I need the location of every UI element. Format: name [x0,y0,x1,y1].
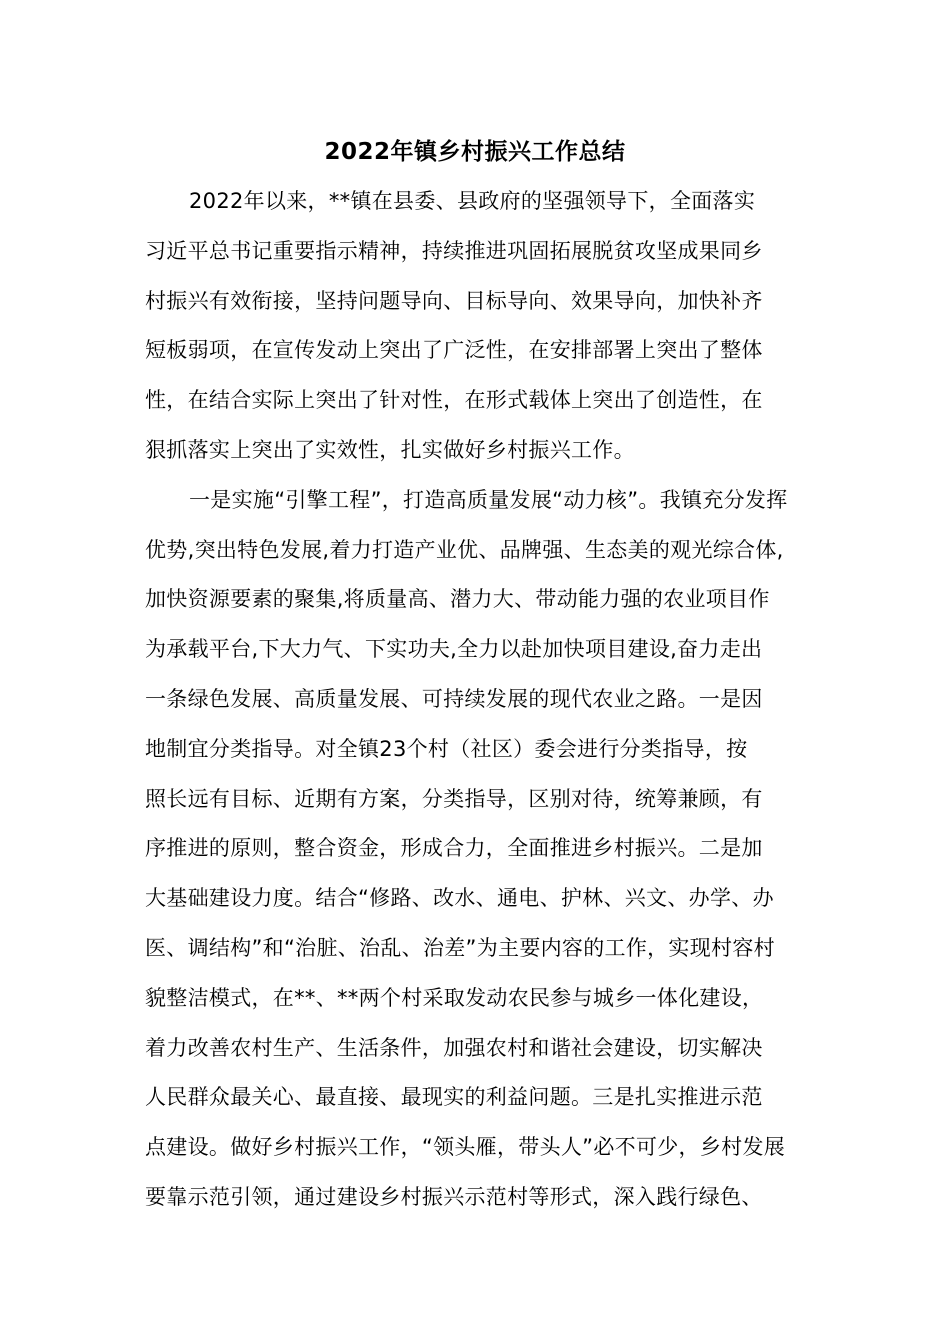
text-line: 2022年以来，**镇在县委、县政府的坚强领导下，全面落实 [189,189,756,213]
text-line: 一条绿色发展、高质量发展、可持续发展的现代农业之路。一是因 [145,686,763,711]
text-line: 大基础建设力度。结合“修路、改水、通电、护林、兴文、办学、办 [145,886,774,911]
text-line: 短板弱项，在宣传发动上突出了广泛性，在安排部署上突出了整体 [145,338,763,363]
text-line: 点建设。做好乡村振兴工作，“领头雁，带头人”必不可少，乡村发展 [145,1135,786,1160]
text-line: 人民群众最关心、最直接、最现实的利益问题。三是扎实推进示范 [145,1085,763,1110]
text-line: 狠抓落实上突出了实效性，扎实做好乡村振兴工作。 [145,437,635,462]
text-line: 照长远有目标、近期有方案，分类指导，区别对待，统筹兼顾，有 [145,786,763,811]
document-body [145,177,817,1223]
text-line: 性，在结合实际上突出了针对性，在形式载体上突出了创造性，在 [145,388,763,413]
paragraph-2 [145,476,817,1223]
document-title: 2022年镇乡村振兴工作总结 [324,139,626,165]
text-line: 要靠示范引领，通过建设乡村振兴示范村等形式，深入践行绿色、 [145,1184,763,1209]
text-line: 地制宜分类指导。对全镇23个村（社区）委会进行分类指导，按 [145,736,748,761]
text-line: 习近平总书记重要指示精神，持续推进巩固拓展脱贫攻坚成果同乡 [145,238,763,263]
text-line: 序推进的原则，整合资金，形成合力，全面推进乡村振兴。二是加 [145,836,763,861]
text-line: 一是实施“引擎工程”，打造高质量发展“动力核”。我镇充分发挥 [189,487,788,512]
text-line: 优势,突出特色发展,着力打造产业优、品牌强、生态美的观光综合体, [145,537,784,562]
text-line: 着力改善农村生产、生活条件，加强农村和谐社会建设，切实解决 [145,1035,763,1060]
text-line: 貌整洁模式，在**、**两个村采取发动农民参与城乡一体化建设， [145,985,764,1010]
text-line: 医、调结构”和“治脏、治乱、治差”为主要内容的工作，实现村容村 [145,935,775,960]
paragraph-1 [145,177,817,476]
text-line: 村振兴有效衔接，坚持问题导向、目标导向、效果导向，加快补齐 [145,288,763,313]
text-line: 加快资源要素的聚集,将质量高、潜力大、带动能力强的农业项目作 [145,587,770,612]
text-line: 为承载平台,下大力气、下实功夫,全力以赴加快项目建设,奋力走出 [145,637,763,662]
